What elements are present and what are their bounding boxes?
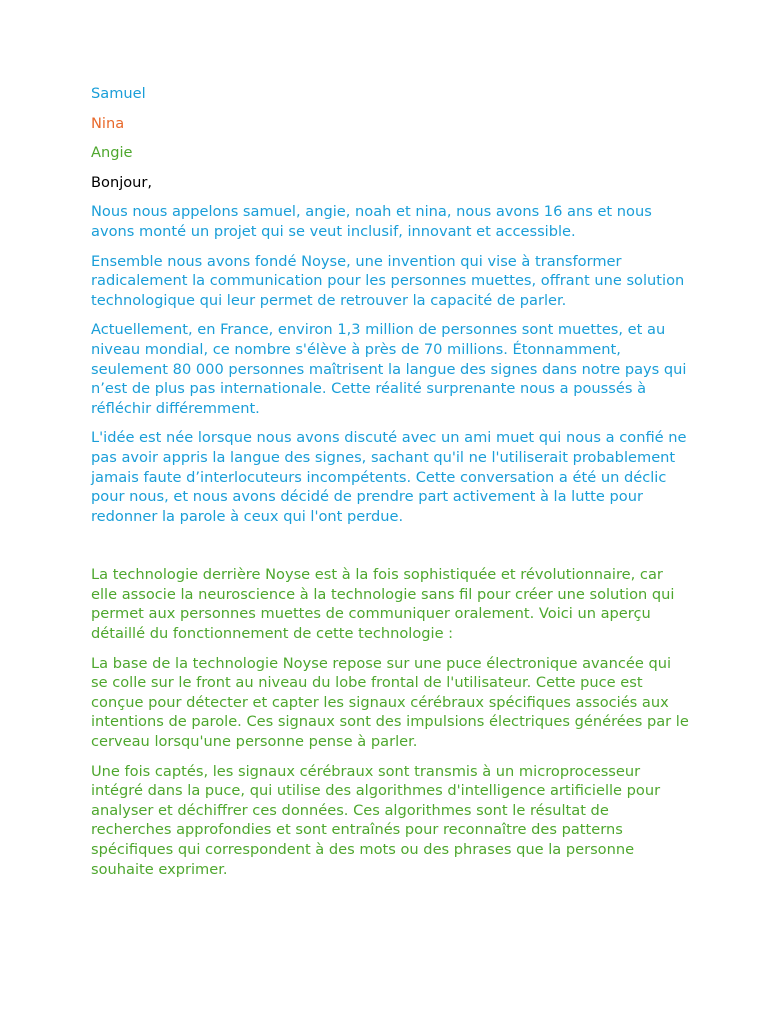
name-samuel: Samuel [91,85,146,102]
tech-paragraph: La base de la technologie Noyse repose sur une puce électronique avancée qui se colle sur le front au niveau du lobe frontal de l'utilisateur. Cette puce est conçue pour détecter et capter les signaux cérébraux spécifiques associés aux intentions de parole. Ces signaux sont des impulsions électriques générées par le cerveau lorsqu'une personne pense à parler. [91,654,689,751]
intro-paragraph: Actuellement, en France, environ 1,3 million de personnes sont muettes, et au niveau mondial, ce nombre s'élève à près de 70 millions. Étonnamment, seulement 80 000 personnes maîtrisent la langue des signes dans notre pays qui n’est de plus pas internationale. Cette réalité surprenante nous a poussés à réfléchir différemment. [91,321,687,417]
intro-paragraph: Ensemble nous avons fondé Noyse, une invention qui vise à transformer radicalement la communication pour les personnes muettes, offrant une solution technologique qui leur permet de retrouver la capacité de parler. [91,252,685,309]
tech-paragraph: La technologie derrière Noyse est à la fois sophistiquée et révolutionnaire, car elle associe la neuroscience à la technologie sans fil pour créer une solution qui permet aux personnes muettes de communiquer oralement. Voici un aperçu détaillé du fonctionnement de cette technologie : [91,566,675,643]
name-angie: Angie [91,144,133,162]
intro-paragraph: Nous nous appelons samuel, angie, noah et nina, nous avons 16 ans et nous avons monté un projet qui se veut inclusif, innovant et accessible. [91,203,652,240]
document-page [91,84,691,889]
name-nina: Nina [91,114,125,132]
paragraph-spacer [91,536,691,565]
intro-paragraph: L'idée est née lorsque nous avons discuté avec un ami muet qui nous a confié ne pas avoir appris la langue des signes, sachant qu'il ne l'utiliserait probablement jamais faute d’interlocuteurs incompétents. Cette conversation a été un déclic pour nous, et nous avons décidé de prendre part activement à la lutte pour redonner la parole à ceux qui l'ont perdue. [91,429,687,525]
greeting: Bonjour, [91,173,153,191]
tech-paragraph: Une fois captés, les signaux cérébraux sont transmis à un microprocesseur intégré dans la puce, qui utilise des algorithmes d'intelligence artificielle pour analyser et déchiffrer ces données. Ces algorithmes sont le résultat de recherches approfondies et sont entraînés pour reconnaître des patterns spécifiques qui correspondent à des mots ou des phrases que la personne souhaite exprimer. [91,762,661,878]
